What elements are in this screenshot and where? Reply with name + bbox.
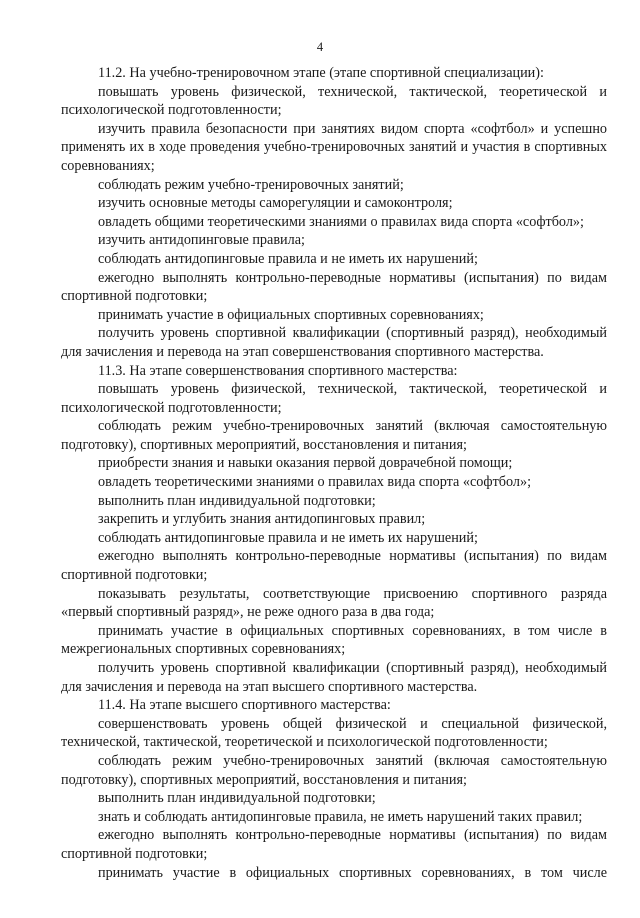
paragraph: овладеть теоретическими знаниями о правилах вида спорта «софтбол»;	[98, 474, 532, 491]
paragraph: изучить правила безопасности при занятиях видом спорта «софтбол» и успешно применять их в ходе проведения учебно-тренировочных занятий и участия в спортивных соревнованиях;	[61, 120, 607, 174]
paragraph: закрепить и углубить знания антидопинговых правил;	[98, 511, 426, 528]
paragraph: овладеть общими теоретическими знаниями о правилах вида спорта «софтбол»;	[98, 213, 584, 230]
paragraph: принимать участие в официальных спортивных соревнованиях;	[98, 306, 484, 323]
paragraph: получить уровень спортивной квалификации (спортивный разряд), необходимый для зачисления и перевода на этап высшего спортивного мастерства.	[61, 660, 607, 695]
paragraph: 11.4. На этапе высшего спортивного мастерства:	[98, 697, 391, 714]
paragraph: 11.2. На учебно-тренировочном этапе (этапе спортивной специализации):	[98, 65, 544, 81]
paragraph: ежегодно выполнять контрольно-переводные нормативы (испытания) по видам спортивной подготовки;	[61, 548, 607, 584]
paragraph: ежегодно выполнять контрольно-переводные нормативы (испытания) по видам спортивной подготовки;	[61, 269, 607, 305]
paragraph: принимать участие в официальных спортивных соревнованиях, в том числе	[98, 864, 607, 881]
paragraph: совершенствовать уровень общей физической и специальной физической, технической, тактической, теоретической и психологической подготовленности;	[61, 715, 607, 751]
paragraph: соблюдать режим учебно-тренировочных занятий (включая самостоятельную подготовку), спортивных мероприятий, восстановления и питания;	[61, 418, 607, 453]
paragraph: приобрести знания и навыки оказания первой доврачебной помощи;	[98, 455, 513, 472]
paragraph: соблюдать антидопинговые правила и не иметь их нарушений;	[98, 529, 478, 546]
paragraph: повышать уровень физической, технической, тактической, теоретической и психологической подготовленности;	[61, 381, 607, 416]
page-number: 4	[316, 40, 324, 54]
paragraph: выполнить план индивидуальной подготовки;	[98, 492, 376, 509]
paragraph: соблюдать режим учебно-тренировочных занятий;	[98, 176, 404, 193]
paragraph: получить уровень спортивной квалификации (спортивный разряд), необходимый для зачисления и перевода на этап совершенствования спортивного мастерства.	[61, 325, 607, 360]
paragraph: выполнить план индивидуальной подготовки;	[98, 790, 376, 807]
paragraph: ежегодно выполнять контрольно-переводные нормативы (испытания) по видам спортивной подготовки;	[61, 827, 607, 862]
paragraph: показывать результаты, соответствующие присвоению спортивного разряда «первый спортивный разряд», не реже одного раза в два года;	[61, 585, 607, 621]
paragraph: соблюдать антидопинговые правила и не иметь их нарушений;	[98, 250, 478, 267]
paragraph: знать и соблюдать антидопинговые правила, не иметь нарушений таких правил;	[98, 808, 583, 825]
paragraph: принимать участие в официальных спортивных соревнованиях, в том числе в межрегиональных спортивных соревнованиях;	[61, 622, 607, 658]
paragraph: изучить антидопинговые правила;	[98, 232, 305, 249]
paragraph: соблюдать режим учебно-тренировочных занятий (включая самостоятельную подготовку), спортивных мероприятий, восстановления и питания;	[61, 752, 607, 788]
paragraph: 11.3. На этапе совершенствования спортивного мастерства:	[98, 362, 458, 379]
document-body	[61, 64, 607, 882]
paragraph: изучить основные методы саморегуляции и самоконтроля;	[98, 195, 453, 212]
paragraph: повышать уровень физической, технической, тактической, теоретической и психологической подготовленности;	[61, 83, 607, 119]
